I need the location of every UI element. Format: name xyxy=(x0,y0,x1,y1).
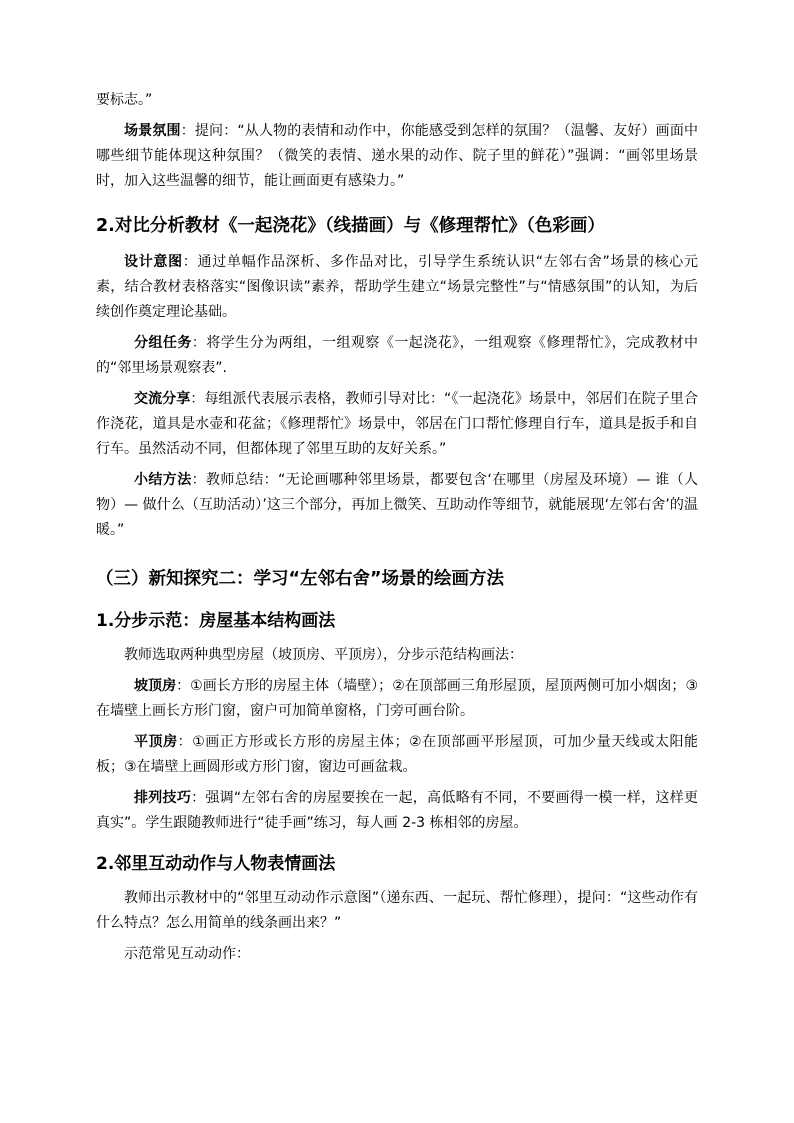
slope-roof-text: ：①画长方形的房屋主体（墙壁）；②在顶部画三角形屋顶，屋顶两侧可加小烟囱；③在墙壁上画长方形门窗，窗户可加简单窗格，门旁可画台阶。 xyxy=(96,678,699,719)
arrangement-label: 排列技巧 xyxy=(134,790,192,806)
share-paragraph xyxy=(96,387,698,462)
flat-roof-paragraph xyxy=(96,730,698,780)
subsection-2-heading: 2.邻里互动动作与人物表情画法 xyxy=(96,854,336,874)
summary-label: 小结方法 xyxy=(134,472,192,488)
subsection-2-intro: 教师出示教材中的“邻里互动动作示意图”（递东西、一起玩、帮忙修理），提问：“这些动作有什么特点？怎么用简单的线条画出来？” xyxy=(96,890,698,931)
atmosphere-paragraph xyxy=(96,119,698,194)
design-intent-label: 设计意图 xyxy=(124,254,183,270)
design-intent-text: ：通过单幅作品深析、多作品对比，引导学生系统认识“左邻右舍”场景的核心元素，结合教材表格落实“图像识读”素养，帮助学生建立“场景完整性”与“情感氛围”的认知，为后续创作奠定理论基础。 xyxy=(96,254,698,320)
design-intent-paragraph xyxy=(96,250,698,325)
atmosphere-text: ：提问：“从人物的表情和动作中，你能感受到怎样的氛围？（温馨、友好）画面中哪些细节能体现这种氛围？（微笑的表情、递水果的动作、院子里的鲜花）”强调：“画邻里场景时，加入这些温馨的细节，能让画面更有感染力。” xyxy=(96,123,698,189)
flat-roof-text: ：①画正方形或长方形的房屋主体；②在顶部画平形屋顶，可加少量天线或太阳能板；③在墙壁上画圆形或方形门窗，窗边可画盆栽。 xyxy=(96,734,698,775)
summary-text: ：教师总结：“无论画哪种邻里场景，都要包含‘在哪里（房屋及环境）— 谁（人物）— 做什么（互助活动）’这三个部分，再加上微笑、互助动作等细节，就能展现‘左邻右舍’的温暖。” xyxy=(96,472,698,538)
demo-text: 示范常见互动动作： xyxy=(124,946,250,962)
group-task-label: 分组任务 xyxy=(134,335,192,351)
group-task-paragraph xyxy=(96,331,698,381)
section-3-heading: （三）新知探究二：学习“左邻右舍”场景的绘画方法 xyxy=(96,569,505,589)
atmosphere-label: 场景氛围 xyxy=(124,123,181,139)
document-page xyxy=(96,88,698,967)
continuation-text: 要标志。” xyxy=(96,92,153,108)
subsection-1-heading: 1.分步示范：房屋基本结构画法 xyxy=(96,611,336,631)
arrangement-text: ：强调“左邻右舍的房屋要挨在一起，高低略有不同，不要画得一模一样，这样更真实”。学生跟随教师进行“徒手画”练习，每人画 2-3 栋相邻的房屋。 xyxy=(96,790,698,831)
share-label: 交流分享 xyxy=(134,391,191,407)
share-text: ：每组派代表展示表格，教师引导对比：“《一起浇花》场景中，邻居们在院子里合作浇花，道具是水壶和花盆；《修理帮忙》场景中，邻居在门口帮忙修理自行车，道具是扳手和自行车。虽然活动不同，但都体现了邻里互助的友好关系。” xyxy=(96,391,698,457)
slope-roof-paragraph xyxy=(96,674,698,724)
flat-roof-label: 平顶房 xyxy=(134,734,178,750)
slope-roof-label: 坡顶房 xyxy=(134,678,177,694)
subsection-1-intro: 教师选取两种典型房屋（坡顶房、平顶房），分步示范结构画法： xyxy=(124,647,523,663)
summary-paragraph xyxy=(96,468,698,543)
section-2-heading: 2.对比分析教材《一起浇花》（线描画）与《修理帮忙》（色彩画） xyxy=(96,216,605,236)
group-task-text: ：将学生分为两组，一组观察《一起浇花》，一组观察《修理帮忙》，完成教材中的“邻里场景观察表”. xyxy=(96,335,699,376)
arrangement-paragraph xyxy=(96,786,698,836)
